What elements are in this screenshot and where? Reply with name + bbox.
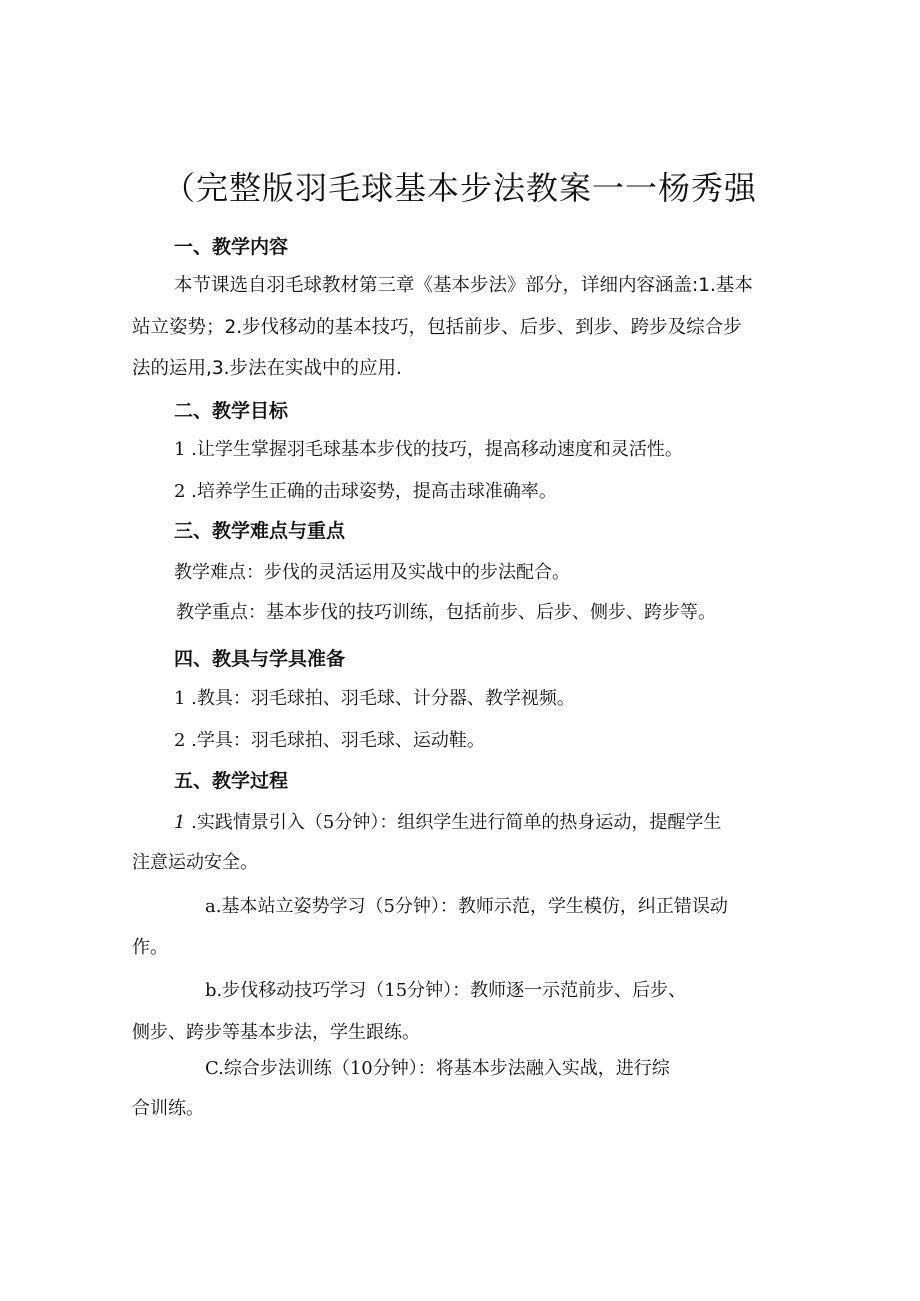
process-step-c-line-1: C.综合步法训练（10分钟）：将基本步法融入实战，进行综 (205, 1058, 670, 1079)
focus-text: 教学重点：基本步伐的技巧训练，包括前步、后步、侧步、跨步等。 (176, 602, 716, 623)
objective-item-2: 2 .培养学生正确的击球姿势，提高击球准确率。 (174, 481, 557, 502)
process-step-b-line-1: b.步伐移动技巧学习（15分钟）：教师逐一示范前步、后步、 (205, 980, 687, 1001)
process-step-1-text: .实践情景引入（5分钟）：组织学生进行简单的热身运动，提醒学生 (185, 812, 722, 833)
section-heading-objectives: 二、教学目标 (174, 400, 289, 422)
process-step-1-number: 1 (174, 812, 186, 833)
content-paragraph-line-3: 法的运用,3.步法在实战中的应用. (132, 358, 402, 379)
process-step-1-line-2: 注意运动安全。 (132, 852, 258, 873)
section-heading-difficulties: 三、教学难点与重点 (174, 520, 346, 542)
section-heading-materials: 四、教具与学具准备 (174, 648, 346, 670)
section-heading-process: 五、教学过程 (174, 770, 289, 792)
process-step-a-line-1: a.基本站立姿势学习（5分钟）：教师示范，学生模仿，纠正错误动 (205, 896, 728, 917)
process-step-1-line-1 (174, 810, 721, 836)
process-step-c-line-2: 合训练。 (132, 1098, 204, 1119)
objective-item-1: 1 .让学生掌握羽毛球基本步伐的技巧，提高移动速度和灵活性。 (174, 439, 683, 460)
process-step-b-line-2: 侧步、跨步等基本步法，学生跟练。 (132, 1022, 420, 1043)
content-paragraph-line-2: 站立姿势；2.步伐移动的基本技巧，包括前步、后步、到步、跨步及综合步 (132, 317, 742, 338)
document-title: （完整版羽毛球基本步法教案一一杨秀强 (162, 169, 757, 207)
difficulty-text: 教学难点：步伐的灵活运用及实战中的步法配合。 (174, 562, 570, 583)
content-paragraph-line-1: 本节课选自羽毛球教材第三章《基本步法》部分，详细内容涵盖:1.基本 (174, 275, 753, 296)
section-heading-content: 一、教学内容 (174, 236, 289, 258)
materials-item-1: 1 .教具：羽毛球拍、羽毛球、计分器、教学视频。 (174, 688, 575, 709)
process-step-a-line-2: 作。 (132, 937, 168, 958)
materials-item-2: 2 .学具：羽毛球拍、羽毛球、运动鞋。 (174, 730, 485, 751)
